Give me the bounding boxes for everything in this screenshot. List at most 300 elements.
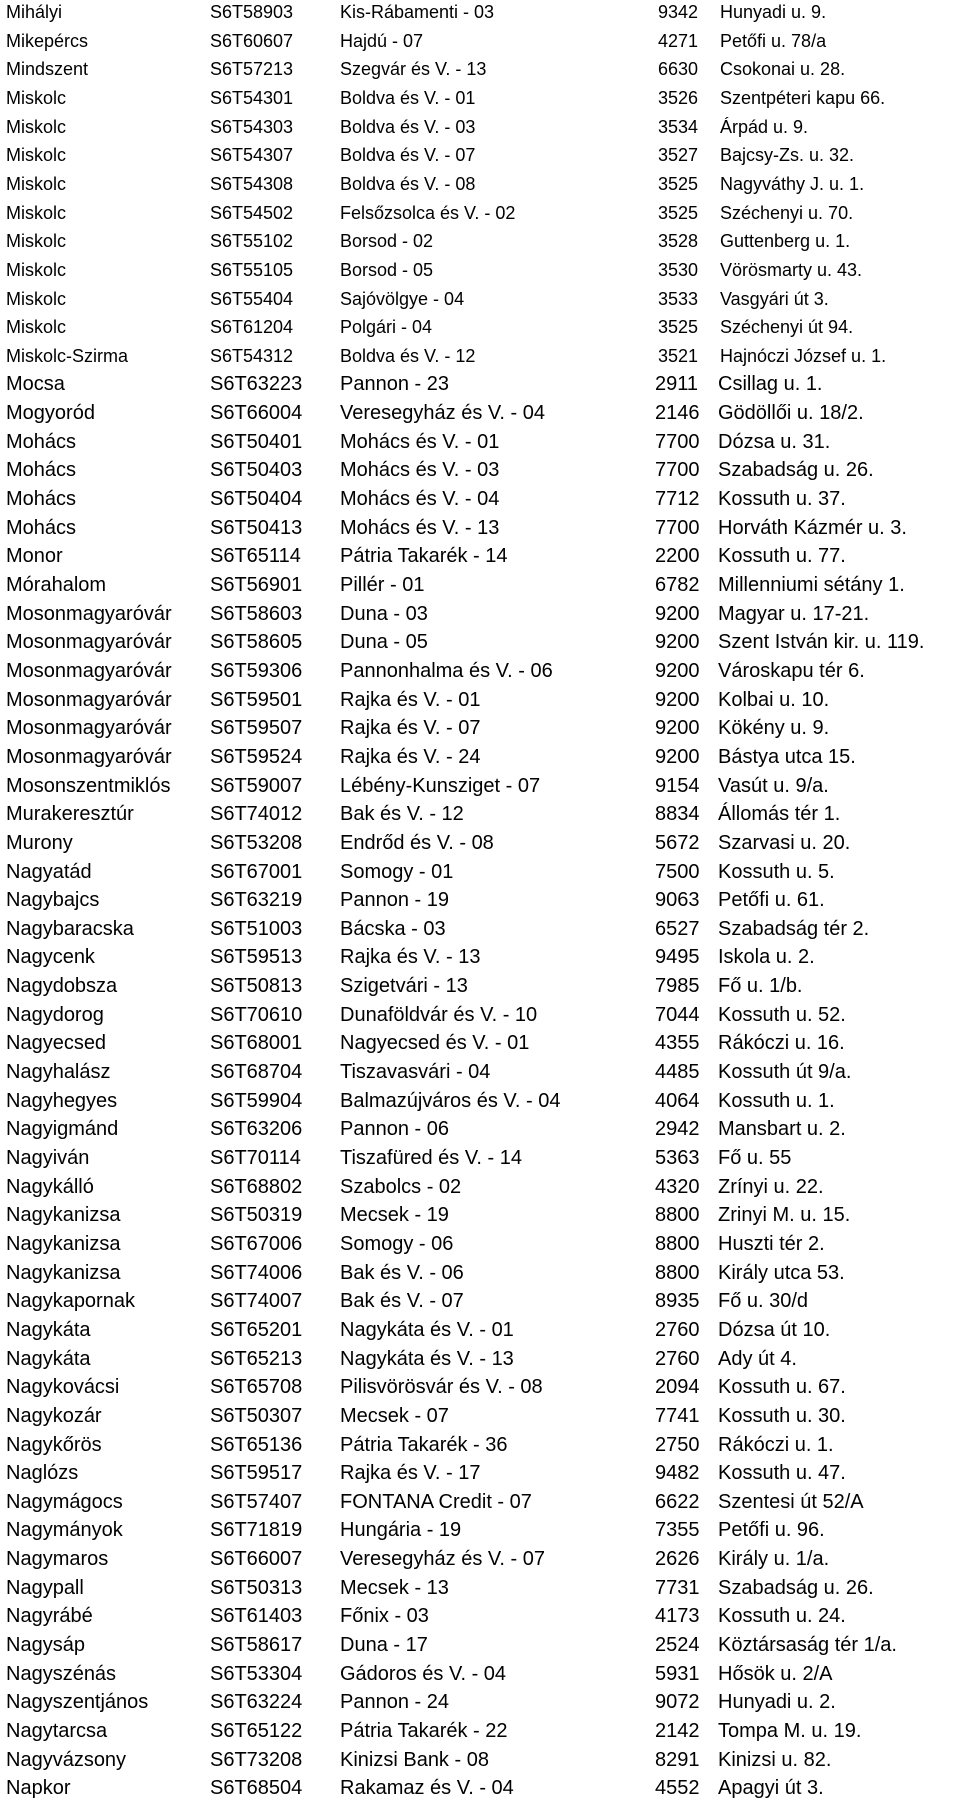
city-cell: Mikepércs: [6, 30, 89, 51]
branch-cell: Boldva és V. - 12: [340, 345, 476, 366]
zip-cell: 9495: [655, 946, 700, 969]
address-cell: Csokonai u. 28.: [720, 59, 846, 80]
table-row: [0, 1774, 960, 1803]
city-cell: Mocsa: [6, 373, 65, 396]
address-cell: Rákóczi u. 1.: [718, 1433, 834, 1456]
zip-cell: 3528: [658, 231, 699, 252]
table-row: [0, 84, 960, 113]
city-cell: Nagyecsed: [6, 1032, 107, 1055]
code-cell: S6T57407: [210, 1490, 303, 1513]
city-cell: Nagykáta: [6, 1318, 91, 1341]
table-row: [0, 1746, 960, 1775]
table-row: [0, 1001, 960, 1030]
address-cell: Hajnóczi József u. 1.: [720, 345, 887, 366]
address-cell: Kossuth u. 24.: [718, 1605, 846, 1628]
city-cell: Miskolc: [6, 259, 67, 280]
table-row: [0, 1144, 960, 1173]
city-cell: Nagydorog: [6, 1003, 104, 1026]
code-cell: S6T50401: [210, 430, 303, 453]
zip-cell: 9154: [655, 774, 700, 797]
code-cell: S6T59517: [210, 1462, 303, 1485]
zip-cell: 5672: [655, 831, 700, 854]
code-cell: S6T50813: [210, 975, 303, 998]
city-cell: Nagykálló: [6, 1175, 94, 1198]
city-cell: Mosonmagyaróvár: [6, 745, 172, 768]
table-row: [0, 1717, 960, 1746]
branch-cell: Boldva és V. - 07: [340, 145, 476, 166]
code-cell: S6T66007: [210, 1548, 303, 1571]
zip-cell: 3525: [658, 202, 699, 223]
address-cell: Guttenberg u. 1.: [720, 231, 851, 252]
branch-cell: Duna - 05: [340, 631, 428, 654]
zip-cell: 4355: [655, 1032, 700, 1055]
table-row: [0, 886, 960, 915]
city-cell: Nagycenk: [6, 946, 95, 969]
table-row: [0, 542, 960, 571]
zip-cell: 2146: [655, 402, 700, 425]
address-cell: Horváth Kázmér u. 3.: [718, 516, 907, 539]
city-cell: Nagybaracska: [6, 917, 134, 940]
address-cell: Szentesi út 52/A: [718, 1490, 864, 1513]
branch-cell: Boldva és V. - 08: [340, 173, 476, 194]
address-cell: Szentpéteri kapu 66.: [720, 87, 886, 108]
zip-cell: 4064: [655, 1089, 700, 1112]
branch-cell: Rajka és V. - 13: [340, 946, 481, 969]
city-cell: Miskolc: [6, 317, 67, 338]
address-cell: Csillag u. 1.: [718, 373, 823, 396]
city-cell: Nagyszénás: [6, 1662, 117, 1685]
branch-cell: FONTANA Credit - 07: [340, 1490, 532, 1513]
city-cell: Miskolc: [6, 173, 67, 194]
branch-cell: Szegvár és V. - 13: [340, 59, 487, 80]
table-row: [0, 514, 960, 543]
code-cell: S6T67001: [210, 860, 303, 883]
code-cell: S6T65708: [210, 1376, 303, 1399]
table-row: [0, 199, 960, 228]
city-cell: Mindszent: [6, 59, 89, 80]
zip-cell: 2750: [655, 1433, 700, 1456]
branch-cell: Nagykáta és V. - 13: [340, 1347, 514, 1370]
address-cell: Kossuth u. 67.: [718, 1376, 846, 1399]
code-cell: S6T71819: [210, 1519, 303, 1542]
table-row: [0, 628, 960, 657]
table-row: [0, 1631, 960, 1660]
address-cell: Állomás tér 1.: [718, 803, 841, 826]
address-cell: Kossuth u. 5.: [718, 860, 835, 883]
code-cell: S6T68504: [210, 1777, 303, 1800]
city-cell: Mohács: [6, 459, 77, 482]
city-cell: Nagyrábé: [6, 1605, 93, 1628]
branch-cell: Kinizsi Bank - 08: [340, 1748, 489, 1771]
branch-cell: Főnix - 03: [340, 1605, 429, 1628]
zip-cell: 7700: [655, 516, 700, 539]
city-cell: Nagymaros: [6, 1548, 109, 1571]
zip-cell: 8935: [655, 1290, 700, 1313]
code-cell: S6T74006: [210, 1261, 303, 1284]
zip-cell: 3527: [658, 145, 699, 166]
table-row: [0, 285, 960, 314]
table-row: [0, 972, 960, 1001]
city-cell: Nagykanizsa: [6, 1232, 121, 1255]
zip-cell: 7741: [655, 1404, 700, 1427]
branch-cell: Duna - 03: [340, 602, 428, 625]
zip-cell: 2626: [655, 1548, 700, 1571]
zip-cell: 8800: [655, 1261, 700, 1284]
zip-cell: 5363: [655, 1147, 700, 1169]
city-cell: Nagymágocs: [6, 1490, 123, 1513]
city-cell: Nagykáta: [6, 1347, 91, 1370]
zip-cell: 8800: [655, 1232, 700, 1255]
city-cell: Mosonmagyaróvár: [6, 659, 172, 682]
code-cell: S6T65136: [210, 1433, 303, 1456]
code-cell: S6T59306: [210, 659, 303, 682]
table-row: [0, 915, 960, 944]
branch-cell: Pátria Takarék - 22: [340, 1720, 508, 1742]
table-row: [0, 227, 960, 256]
code-cell: S6T65122: [210, 1720, 303, 1742]
zip-cell: 4320: [655, 1175, 700, 1198]
table-row: [0, 27, 960, 56]
address-cell: Széchenyi u. 70.: [720, 202, 854, 223]
address-cell: Iskola u. 2.: [718, 946, 815, 969]
address-cell: Kökény u. 9.: [718, 717, 830, 740]
address-cell: Petőfi u. 78/a: [720, 30, 827, 51]
code-cell: S6T50404: [210, 488, 303, 511]
table-row: [0, 1660, 960, 1689]
city-cell: Mosonmagyaróvár: [6, 688, 172, 711]
address-cell: Szent István kir. u. 119.: [718, 631, 925, 654]
city-cell: Nagypall: [6, 1576, 84, 1599]
branch-cell: Pannon - 23: [340, 373, 449, 396]
table-row: [0, 686, 960, 715]
address-cell: Kossuth u. 37.: [718, 488, 846, 511]
code-cell: S6T73208: [210, 1748, 303, 1771]
zip-cell: 9200: [655, 631, 700, 654]
city-cell: Nagyszentjános: [6, 1691, 149, 1714]
branch-cell: Felsőzsolca és V. - 02: [340, 202, 516, 223]
branch-cell: Mohács és V. - 04: [340, 488, 500, 511]
branch-cell: Mecsek - 13: [340, 1576, 449, 1599]
address-cell: Vasgyári út 3.: [720, 288, 829, 309]
city-cell: Mosonmagyaróvár: [6, 602, 172, 625]
code-cell: S6T65213: [210, 1347, 303, 1370]
address-cell: Király utca 53.: [718, 1261, 845, 1284]
branch-cell: Pillér - 01: [340, 574, 425, 596]
code-cell: S6T59904: [210, 1089, 303, 1112]
code-cell: S6T63219: [210, 889, 303, 912]
address-cell: Dózsa út 10.: [718, 1318, 831, 1341]
address-cell: Hősök u. 2/A: [718, 1662, 833, 1685]
zip-cell: 4271: [658, 30, 699, 51]
table-row: [0, 1230, 960, 1259]
address-cell: Király u. 1/a.: [718, 1548, 830, 1571]
city-cell: Nagykozár: [6, 1404, 102, 1427]
code-cell: S6T55105: [210, 259, 294, 280]
city-cell: Nagymányok: [6, 1519, 123, 1542]
branch-cell: Pannonhalma és V. - 06: [340, 659, 553, 682]
code-cell: S6T54308: [210, 173, 294, 194]
table-row: [0, 1201, 960, 1230]
branch-cell: Tiszafüred és V. - 14: [340, 1147, 522, 1169]
address-cell: Kolbai u. 10.: [718, 688, 830, 711]
zip-cell: 8800: [655, 1204, 700, 1227]
address-cell: Zrínyi u. 22.: [718, 1175, 824, 1198]
zip-cell: 8834: [655, 803, 700, 826]
zip-cell: 4173: [655, 1605, 700, 1628]
zip-cell: 6782: [655, 574, 700, 596]
zip-cell: 2094: [655, 1376, 700, 1399]
zip-cell: 2760: [655, 1347, 700, 1370]
city-cell: Mosonmagyaróvár: [6, 631, 172, 654]
zip-cell: 7355: [655, 1519, 700, 1542]
code-cell: S6T68802: [210, 1175, 303, 1198]
table-row: [0, 1488, 960, 1517]
table-row: [0, 829, 960, 858]
branch-cell: Sajóvölgye - 04: [340, 288, 465, 309]
city-cell: Miskolc: [6, 145, 67, 166]
address-cell: Városkapu tér 6.: [718, 659, 865, 682]
branch-cell: Kis-Rábamenti - 03: [340, 2, 495, 22]
table-row: [0, 0, 960, 27]
address-cell: Szabadság tér 2.: [718, 917, 870, 940]
address-cell: Nagyváthy J. u. 1.: [720, 173, 865, 194]
address-cell: Kossuth u. 47.: [718, 1462, 846, 1485]
zip-cell: 2200: [655, 545, 700, 568]
city-cell: Nagyiván: [6, 1147, 90, 1169]
table-row: [0, 1516, 960, 1545]
city-cell: Miskolc: [6, 87, 67, 108]
address-cell: Árpád u. 9.: [720, 116, 809, 137]
city-cell: Nagyatád: [6, 860, 92, 883]
city-cell: Murony: [6, 831, 73, 854]
code-cell: S6T58605: [210, 631, 303, 654]
branch-cell: Boldva és V. - 01: [340, 87, 476, 108]
city-cell: Nagysáp: [6, 1634, 85, 1657]
address-cell: Kossuth u. 1.: [718, 1089, 835, 1112]
branch-cell: Polgári - 04: [340, 317, 433, 338]
address-cell: Kossuth u. 30.: [718, 1404, 846, 1427]
branch-cell: Boldva és V. - 03: [340, 116, 476, 137]
table-row: [0, 743, 960, 772]
table-row: [0, 858, 960, 887]
address-cell: Tompa M. u. 19.: [718, 1720, 862, 1742]
table-row: [0, 943, 960, 972]
branch-cell: Pannon - 24: [340, 1691, 449, 1714]
branch-cell: Tiszavasvári - 04: [340, 1061, 491, 1084]
table-row: [0, 141, 960, 170]
code-cell: S6T59524: [210, 745, 303, 768]
zip-cell: 7700: [655, 430, 700, 453]
city-cell: Miskolc: [6, 288, 67, 309]
table-row: [0, 1316, 960, 1345]
address-cell: Hunyadi u. 9.: [720, 2, 827, 22]
branch-cell: Dunaföldvár és V. - 10: [340, 1003, 538, 1026]
city-cell: Mihályi: [6, 2, 63, 22]
table-row: [0, 370, 960, 399]
table-row: [0, 1058, 960, 1087]
code-cell: S6T63206: [210, 1118, 303, 1141]
table-row: [0, 1029, 960, 1058]
code-cell: S6T50307: [210, 1404, 303, 1427]
branch-cell: Bak és V. - 12: [340, 803, 464, 826]
address-cell: Mansbart u. 2.: [718, 1118, 846, 1141]
address-cell: Hunyadi u. 2.: [718, 1691, 836, 1714]
code-cell: S6T54307: [210, 145, 294, 166]
address-cell: Bajcsy-Zs. u. 32.: [720, 145, 855, 166]
code-cell: S6T68704: [210, 1061, 303, 1084]
zip-cell: 9063: [655, 889, 700, 912]
city-cell: Miskolc-Szirma: [6, 345, 129, 366]
branch-cell: Pátria Takarék - 14: [340, 545, 508, 568]
address-cell: Fő u. 55: [718, 1147, 792, 1169]
table-row: [0, 1287, 960, 1316]
branch-cell: Somogy - 06: [340, 1232, 454, 1255]
city-cell: Nagykőrös: [6, 1433, 102, 1456]
zip-cell: 9200: [655, 745, 700, 768]
city-cell: Miskolc: [6, 231, 67, 252]
zip-cell: 2911: [655, 373, 699, 396]
city-cell: Mohács: [6, 430, 77, 453]
code-cell: S6T66004: [210, 402, 303, 425]
zip-cell: 6630: [658, 59, 699, 80]
branch-cell: Lébény-Kunsziget - 07: [340, 774, 541, 797]
code-cell: S6T61204: [210, 317, 294, 338]
code-cell: S6T70114: [210, 1147, 301, 1169]
branch-cell: Borsod - 02: [340, 231, 434, 252]
code-cell: S6T74007: [210, 1290, 303, 1313]
zip-cell: 3525: [658, 173, 699, 194]
branch-cell: Bácska - 03: [340, 917, 446, 940]
address-cell: Szabadság u. 26.: [718, 1576, 874, 1599]
table-row: [0, 1087, 960, 1116]
branch-cell: Veresegyház és V. - 04: [340, 402, 545, 425]
code-cell: S6T54502: [210, 202, 294, 223]
branch-cell: Mecsek - 07: [340, 1404, 449, 1427]
code-cell: S6T55404: [210, 288, 294, 309]
city-cell: Nagyvázsony: [6, 1748, 127, 1771]
table-row: [0, 1574, 960, 1603]
zip-cell: 9200: [655, 602, 700, 625]
address-cell: Bástya utca 15.: [718, 745, 856, 768]
table-row: [0, 1173, 960, 1202]
city-cell: Nagykapornak: [6, 1290, 135, 1313]
branch-cell: Rajka és V. - 07: [340, 717, 481, 740]
zip-cell: 3530: [658, 259, 699, 280]
code-cell: S6T58903: [210, 2, 294, 22]
branch-cell: Hungária - 19: [340, 1519, 462, 1542]
address-cell: Zrinyi M. u. 15.: [718, 1204, 851, 1227]
table-row: [0, 1373, 960, 1402]
table-row: [0, 399, 960, 428]
address-cell: Vörösmarty u. 43.: [720, 259, 863, 280]
address-cell: Millenniumi sétány 1.: [718, 574, 905, 596]
city-cell: Nagyhegyes: [6, 1089, 118, 1112]
code-cell: S6T50313: [210, 1576, 303, 1599]
code-cell: S6T68001: [210, 1032, 303, 1055]
table-row: [0, 571, 960, 600]
zip-cell: 8291: [655, 1748, 700, 1771]
address-cell: Kossuth u. 52.: [718, 1003, 846, 1026]
branch-cell: Borsod - 05: [340, 259, 434, 280]
code-cell: S6T51003: [210, 917, 303, 940]
branch-cell: Mohács és V. - 13: [340, 516, 500, 539]
branch-cell: Rakamaz és V. - 04: [340, 1777, 514, 1800]
branch-cell: Szigetvári - 13: [340, 975, 468, 998]
city-cell: Napkor: [6, 1777, 71, 1800]
branch-cell: Nagykáta és V. - 01: [340, 1318, 514, 1341]
address-cell: Fő u. 1/b.: [718, 975, 803, 998]
branch-cell: Somogy - 01: [340, 860, 454, 883]
address-cell: Vasút u. 9/a.: [718, 774, 829, 797]
zip-cell: 7731: [655, 1576, 700, 1599]
address-cell: Kossuth u. 77.: [718, 545, 846, 568]
table-row: [0, 1688, 960, 1717]
address-cell: Magyar u. 17-21.: [718, 602, 870, 625]
table-row: [0, 313, 960, 342]
zip-cell: 2524: [655, 1634, 700, 1657]
city-cell: Nagybajcs: [6, 889, 100, 912]
address-cell: Széchenyi út 94.: [720, 317, 854, 338]
code-cell: S6T53208: [210, 831, 303, 854]
zip-cell: 7712: [655, 488, 700, 511]
code-cell: S6T50403: [210, 459, 303, 482]
code-cell: S6T59501: [210, 688, 303, 711]
branch-cell: Bak és V. - 07: [340, 1290, 464, 1313]
code-cell: S6T65201: [210, 1318, 303, 1341]
city-cell: Nagykanizsa: [6, 1261, 121, 1284]
code-cell: S6T63224: [210, 1691, 303, 1714]
city-cell: Mohács: [6, 516, 77, 539]
table-row: [0, 1115, 960, 1144]
zip-cell: 3526: [658, 87, 699, 108]
city-cell: Nagykovácsi: [6, 1376, 120, 1399]
zip-cell: 7985: [655, 975, 700, 998]
zip-cell: 5931: [655, 1662, 700, 1685]
code-cell: S6T65114: [210, 545, 301, 568]
code-cell: S6T61403: [210, 1605, 303, 1628]
table-row: [0, 1545, 960, 1574]
branch-cell: Gádoros és V. - 04: [340, 1662, 507, 1685]
address-cell: Huszti tér 2.: [718, 1232, 825, 1255]
table-row: [0, 170, 960, 199]
branch-cell: Rajka és V. - 01: [340, 688, 481, 711]
table-row: [0, 113, 960, 142]
zip-cell: 3525: [658, 317, 699, 338]
address-cell: Fő u. 30/d: [718, 1290, 809, 1313]
city-cell: Nagydobsza: [6, 975, 118, 998]
table-row: [0, 1602, 960, 1631]
table-row: [0, 772, 960, 801]
branch-cell: Bak és V. - 06: [340, 1261, 464, 1284]
table-row: [0, 485, 960, 514]
code-cell: S6T59513: [210, 946, 303, 969]
code-cell: S6T70610: [210, 1003, 303, 1026]
city-cell: Nagyigmánd: [6, 1118, 119, 1141]
zip-cell: 7500: [655, 860, 700, 883]
code-cell: S6T63223: [210, 373, 303, 396]
city-cell: Murakeresztúr: [6, 803, 134, 826]
address-cell: Szabadság u. 26.: [718, 459, 874, 482]
zip-cell: 7044: [655, 1003, 700, 1026]
city-cell: Mosonmagyaróvár: [6, 717, 172, 740]
address-cell: Rákóczi u. 16.: [718, 1032, 845, 1055]
table-row: [0, 342, 960, 371]
zip-cell: 3533: [658, 288, 699, 309]
branch-cell: Nagyecsed és V. - 01: [340, 1032, 530, 1055]
code-cell: S6T58617: [210, 1634, 303, 1657]
table-row: [0, 55, 960, 84]
table-row: [0, 1459, 960, 1488]
